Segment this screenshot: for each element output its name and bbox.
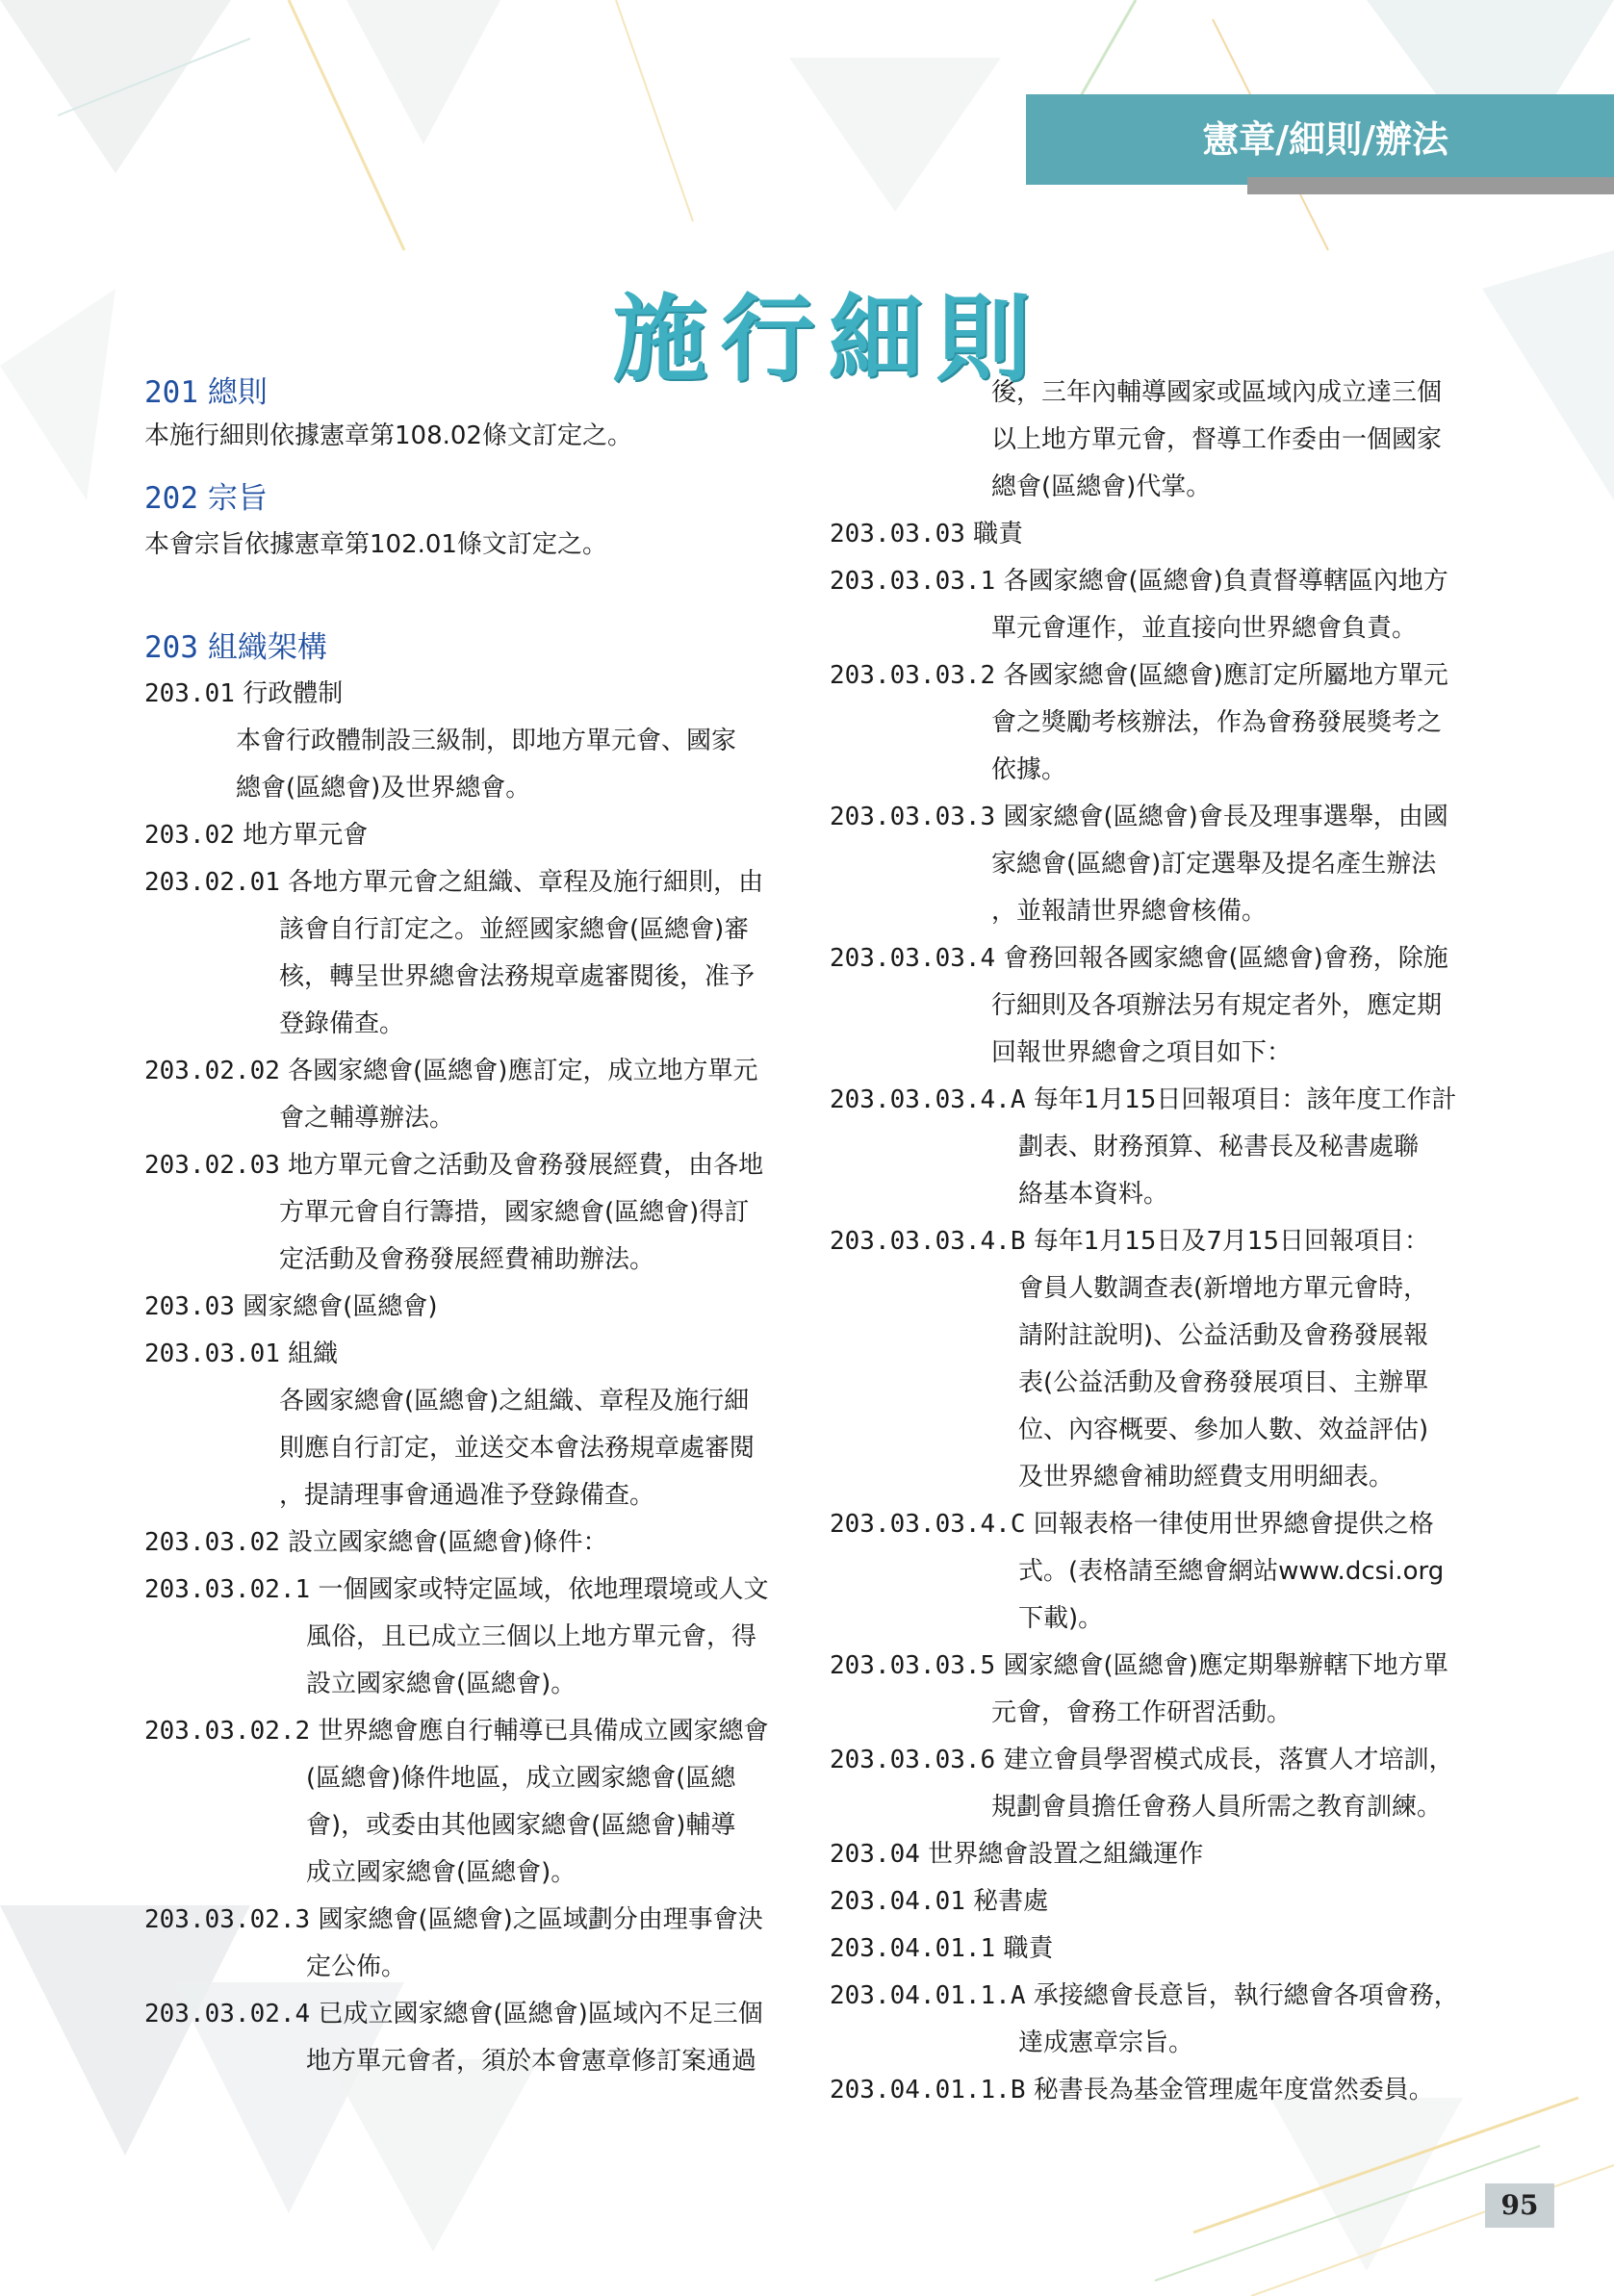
numbered-clause	[830, 1076, 1456, 1124]
clause-text: 國家總會(區總會)會長及理事選舉，由國	[1003, 803, 1448, 831]
clause-text: 每年1月15日回報項目：該年度工作計	[1033, 1085, 1457, 1114]
text-line	[991, 887, 1267, 935]
clause-text: 家總會(區總會)訂定選舉及提名產生辦法	[991, 850, 1437, 879]
clause-text: 回報表格一律使用世界總會提供之格	[1033, 1510, 1434, 1539]
clause-number: 203.03.03.6	[830, 1746, 996, 1774]
text-line	[279, 1471, 654, 1519]
clause-text: 地方單元會者，須於本會憲章修訂案通過	[306, 2047, 757, 2076]
text-line	[306, 1801, 735, 1850]
clause-text: 會務回報各國家總會(區總會)會務，除施	[1003, 944, 1448, 973]
clause-text: 本會行政體制設三級制，即地方單元會、國家	[236, 727, 737, 755]
clause-text: 會之輔導辦法。	[279, 1104, 455, 1133]
text-line	[279, 1377, 749, 1425]
text-line	[1018, 1264, 1428, 1313]
clause-text: 本會宗旨依據憲章第102.01條文訂定之。	[144, 530, 607, 559]
clause-text: 職責	[1003, 1934, 1054, 1963]
text-line	[1018, 1453, 1394, 1501]
numbered-clause	[830, 651, 1448, 700]
clause-number: 203.03.02.4	[144, 2000, 311, 2028]
numbered-clause	[830, 1736, 1453, 1784]
clause-text: 秘書長為基金管理處年度當然委員。	[1033, 2076, 1434, 2105]
clause-text: 回報世界總會之項目如下：	[991, 1038, 1293, 1067]
clause-text: ，並報請世界總會核備。	[991, 897, 1268, 926]
text-line	[991, 1783, 1442, 1831]
clause-text: 核，轉呈世界總會法務規章處審閱後，准予	[279, 962, 756, 991]
clause-text: 總會(區總會)及世界總會。	[236, 774, 531, 803]
text-line	[306, 1754, 735, 1802]
clause-text: 承接總會長意旨，執行總會各項會務，	[1033, 1981, 1459, 2010]
text-line	[991, 840, 1436, 888]
clause-text: 每年1月15日及7月15日回報項目：	[1033, 1227, 1430, 1256]
text-line	[306, 2037, 756, 2085]
text-line	[991, 369, 1442, 417]
clause-text: 地方單元會之活動及會務發展經費，由各地	[288, 1151, 764, 1180]
clause-number: 203.03.02	[144, 1528, 280, 1557]
clause-text: 地方單元會	[243, 821, 369, 850]
text-line	[306, 1943, 406, 1991]
text-line	[279, 1094, 454, 1142]
clause-number: 203.01	[144, 679, 235, 708]
text-line	[279, 1424, 755, 1472]
clause-text: 國家總會(區總會)應定期舉辦轄下地方單	[1003, 1651, 1448, 1680]
clause-number: 203.04.01	[830, 1887, 965, 1916]
clause-text: 請附註說明)、公益活動及會務發展報	[1018, 1321, 1429, 1350]
clause-text: 式。(表格請至總會網站www.dcsi.org	[1018, 1557, 1445, 1586]
page-number: 95	[1485, 2183, 1554, 2228]
clause-text: 定公佈。	[306, 1952, 407, 1981]
section-heading	[144, 624, 327, 672]
clause-number: 203.03.02.1	[144, 1575, 311, 1604]
clause-text: 各國家總會(區總會)負責督導轄區內地方	[1003, 567, 1448, 596]
clause-text: 設立國家總會(區總會)。	[306, 1670, 576, 1698]
numbered-clause	[830, 1925, 1053, 1973]
clause-number: 203.03.03.2	[830, 661, 996, 690]
text-line	[279, 906, 749, 954]
clause-number: 203.02.01	[144, 868, 280, 897]
clause-text: 風俗，且已成立三個以上地方單元會，得	[306, 1622, 757, 1651]
clause-text: 下載)。	[1018, 1604, 1104, 1633]
clause-text: (區總會)條件地區，成立國家總會(區總	[306, 1764, 736, 1793]
text-line	[236, 764, 530, 812]
numbered-clause	[830, 1500, 1434, 1548]
numbered-clause	[144, 858, 763, 906]
text-line	[1018, 1406, 1428, 1454]
section-tab-shadow	[1247, 177, 1614, 194]
clause-text: 會)，或委由其他國家總會(區總會)輔導	[306, 1811, 736, 1840]
clause-number: 203.03.03.5	[830, 1651, 996, 1680]
text-line	[1018, 1312, 1428, 1360]
numbered-clause	[144, 1990, 763, 2038]
clause-text: 設立國家總會(區總會)條件：	[288, 1528, 608, 1557]
section-heading	[144, 369, 268, 417]
clause-text: 行政體制	[243, 679, 344, 708]
clause-text: 行細則及各項辦法另有規定者外，應定期	[991, 991, 1443, 1020]
text-line	[991, 1029, 1292, 1077]
page-title: 施行細則	[612, 285, 1044, 395]
numbered-clause	[830, 2066, 1434, 2114]
clause-text: 會之獎勵考核辦法，作為會務發展獎考之	[991, 708, 1443, 737]
clause-number: 203.02	[144, 821, 235, 850]
clause-number: 203.03.03.4.C	[830, 1510, 1026, 1539]
text-line	[236, 717, 736, 765]
text-line	[991, 416, 1442, 464]
numbered-clause	[144, 1566, 768, 1614]
numbered-clause	[830, 934, 1448, 982]
clause-text: 以上地方單元會，督導工作委由一個國家	[991, 425, 1443, 454]
numbered-clause	[144, 1283, 437, 1331]
clause-number: 203.03.03.4.B	[830, 1227, 1026, 1256]
section-tab	[1026, 94, 1614, 185]
clause-number: 203.03.03.1	[830, 567, 996, 596]
numbered-clause	[830, 510, 1023, 558]
clause-number: 203.04	[830, 1840, 920, 1869]
text-line	[991, 746, 1066, 794]
clause-text: 則應自行訂定，並送交本會法務規章處審閱	[279, 1434, 756, 1463]
clause-number: 203.03	[144, 1292, 235, 1321]
clause-text: 各國家總會(區總會)之組織、章程及施行細	[279, 1387, 750, 1416]
clause-text: 總會(區總會)代掌。	[991, 472, 1212, 501]
text-line	[1018, 1594, 1103, 1643]
clause-text: 方單元會自行籌措，國家總會(區總會)得訂	[279, 1198, 750, 1227]
text-line	[991, 699, 1442, 747]
numbered-clause	[830, 1642, 1448, 1690]
text-line	[279, 1000, 404, 1048]
clause-text: 會員人數調查表(新增地方單元會時，	[1018, 1274, 1429, 1303]
text-line	[991, 1689, 1292, 1737]
clause-text: 組織	[288, 1339, 339, 1368]
clause-text: 世界總會應自行輔導已具備成立國家總會	[318, 1717, 769, 1746]
clause-text: 後，三年內輔導國家或區域內成立達三個	[991, 378, 1443, 407]
clause-number: 203.03.03.4.A	[830, 1085, 1026, 1114]
clause-text: 各國家總會(區總會)應訂定，成立地方單元	[288, 1057, 758, 1085]
clause-text: 劃表、財務預算、秘書長及秘書處聯	[1018, 1133, 1420, 1161]
numbered-clause	[144, 1518, 607, 1567]
clause-text: 建立會員學習模式成長，落實人才培訓，	[1003, 1746, 1454, 1774]
clause-text: 世界總會設置之組織運作	[928, 1840, 1204, 1869]
text-line	[1018, 1170, 1168, 1218]
clause-number: 201	[144, 375, 198, 410]
numbered-clause	[830, 793, 1448, 841]
clause-text: 絡基本資料。	[1018, 1180, 1169, 1209]
text-line	[991, 982, 1442, 1030]
clause-text: 規劃會員擔任會務人員所需之教育訓練。	[991, 1793, 1443, 1822]
clause-text: 表(公益活動及會務發展項目、主辦單	[1018, 1368, 1429, 1397]
clause-text: 單元會運作，並直接向世界總會負責。	[991, 614, 1418, 643]
clause-text: 達成憲章宗旨。	[1018, 2028, 1194, 2057]
numbered-clause	[144, 1141, 763, 1189]
clause-number: 203.03.03	[830, 520, 965, 548]
numbered-clause	[144, 670, 343, 718]
clause-number: 203.03.02.2	[144, 1717, 311, 1746]
clause-number: 203.03.03.3	[830, 803, 996, 831]
clause-text: 元會，會務工作研習活動。	[991, 1698, 1293, 1727]
text-line	[991, 463, 1211, 511]
text-line	[306, 1660, 576, 1708]
text-line	[279, 953, 755, 1001]
text-line	[1018, 1123, 1419, 1171]
clause-number: 203.02.03	[144, 1151, 280, 1180]
text-line	[144, 412, 632, 460]
text-line	[279, 1236, 654, 1284]
clause-number: 203.03.03.4	[830, 944, 996, 973]
clause-text: 總則	[207, 375, 268, 410]
text-line	[306, 1613, 756, 1661]
numbered-clause	[830, 1972, 1459, 2020]
section-tab-label: 憲章/細則/辦法	[1202, 118, 1448, 161]
numbered-clause	[830, 1830, 1203, 1878]
numbered-clause	[144, 1047, 757, 1095]
text-line	[144, 521, 607, 569]
clause-number: 203.04.01.1.B	[830, 2076, 1026, 2105]
clause-text: 各地方單元會之組織、章程及施行細則，由	[288, 868, 764, 897]
text-line	[991, 604, 1417, 652]
clause-number: 203.02.02	[144, 1057, 280, 1085]
clause-text: 一個國家或特定區域，依地理環境或人文	[318, 1575, 769, 1604]
numbered-clause	[144, 1330, 338, 1378]
numbered-clause	[144, 811, 368, 859]
clause-text: 已成立國家總會(區總會)區域內不足三個	[318, 2000, 763, 2028]
clause-text: 組織架構	[207, 630, 327, 665]
clause-number: 202	[144, 481, 198, 516]
clause-text: 位、內容概要、參加人數、效益評估)	[1018, 1416, 1429, 1444]
clause-number: 203.04.01.1.A	[830, 1981, 1026, 2010]
clause-text: 定活動及會務發展經費補助辦法。	[279, 1245, 655, 1274]
clause-text: 國家總會(區總會)之區域劃分由理事會決	[318, 1905, 763, 1934]
text-line	[279, 1188, 749, 1237]
clause-text: 秘書處	[973, 1887, 1049, 1916]
numbered-clause	[144, 1707, 768, 1755]
clause-text: 宗旨	[207, 481, 268, 516]
clause-text: 該會自行訂定之。並經國家總會(區總會)審	[279, 915, 750, 944]
numbered-clause	[144, 1896, 763, 1944]
numbered-clause	[830, 1217, 1429, 1265]
text-line	[1018, 1547, 1444, 1595]
clause-text: 依據。	[991, 755, 1067, 784]
clause-text: 各國家總會(區總會)應訂定所屬地方單元	[1003, 661, 1448, 690]
clause-text: 成立國家總會(區總會)。	[306, 1858, 576, 1887]
section-heading	[144, 474, 268, 523]
clause-text: 及世界總會補助經費支用明細表。	[1018, 1463, 1395, 1492]
text-line	[1018, 2019, 1193, 2067]
clause-text: 本施行細則依據憲章第108.02條文訂定之。	[144, 421, 632, 450]
clause-text: 職責	[973, 520, 1024, 548]
clause-number: 203.03.01	[144, 1339, 280, 1368]
clause-text: 登錄備查。	[279, 1009, 405, 1038]
clause-text: 國家總會(區總會)	[243, 1292, 438, 1321]
clause-number: 203.03.02.3	[144, 1905, 311, 1934]
clause-text: ，提請理事會通過准予登錄備查。	[279, 1481, 655, 1510]
numbered-clause	[830, 557, 1448, 605]
clause-number: 203	[144, 630, 198, 665]
numbered-clause	[830, 1877, 1048, 1926]
clause-number: 203.04.01.1	[830, 1934, 996, 1963]
text-line	[306, 1849, 576, 1897]
text-line	[1018, 1359, 1428, 1407]
